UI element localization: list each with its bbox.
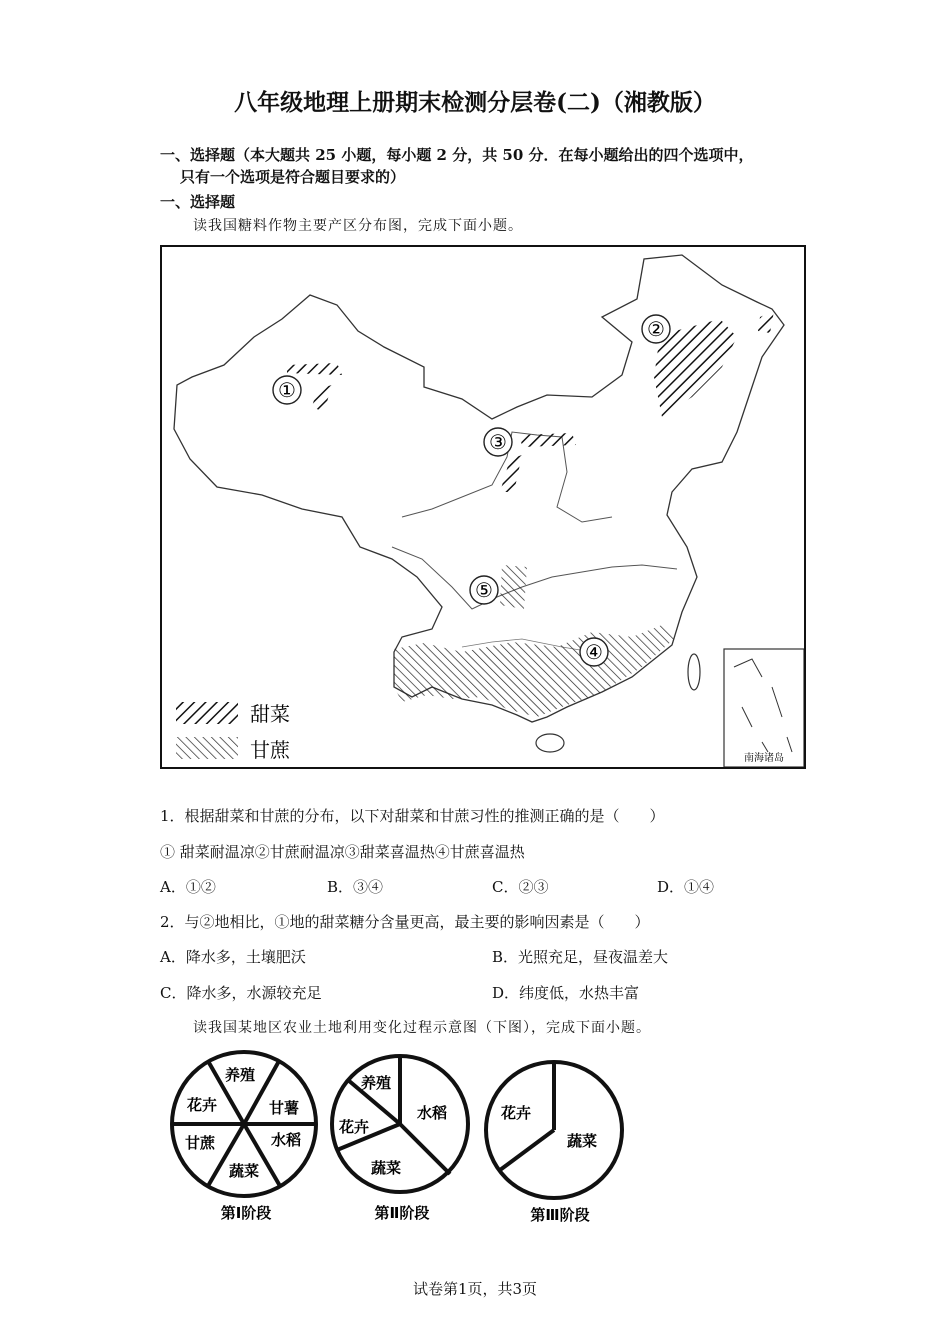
q1-stem: 1．根据甜菜和甘蔗的分布，以下对甜菜和甘蔗习性的推测正确的是（ ）: [160, 807, 665, 825]
sub-heading: 一、选择题: [160, 193, 236, 211]
marker-3: [484, 428, 512, 456]
beet-region-1: [287, 363, 342, 375]
beet-region-1b: [312, 385, 332, 412]
pie-intro: 读我国某地区农业土地利用变化过程示意图（下图），完成下面小题。: [193, 1020, 651, 1036]
pie-stage-3: [486, 1062, 622, 1224]
inset-label: 南海诸岛: [744, 753, 784, 764]
sugar-crop-map: [160, 245, 806, 769]
pie2-label-huahui: 花卉: [338, 1118, 370, 1136]
section-heading-line2: 只有一个选项是符合题目要求的）: [180, 168, 406, 186]
pie2-caption: 第Ⅱ阶段: [374, 1204, 430, 1222]
marker-5: [470, 576, 498, 604]
pie2-label-shuidao: 水稻: [416, 1104, 448, 1122]
pie-stage-1: [172, 1052, 316, 1222]
q1-option-a[interactable]: A．①②: [160, 878, 216, 896]
q2-option-c[interactable]: C．降水多，水源较充足: [160, 984, 322, 1002]
map-intro: 读我国糖料作物主要产区分布图，完成下面小题。: [193, 218, 523, 234]
beet-region-3b: [500, 455, 522, 492]
q1-statement: ① 甜菜耐温凉②甘蔗耐温凉③甜菜喜温热④甘蔗喜温热: [160, 843, 525, 861]
marker-4-label: ④: [585, 640, 603, 664]
section-heading-line1: 一、选择题（本大题共 25 小题，每小题 2 分，共 50 分．在每小题给出的四个选项中，: [160, 146, 754, 164]
q1-option-b[interactable]: B．③④: [327, 878, 384, 896]
taiwan-island: [688, 654, 700, 690]
pie1-label-ganzhe: 甘蔗: [184, 1134, 216, 1152]
marker-2: [642, 315, 670, 343]
page-footer: 试卷第1页，共3页: [412, 1280, 538, 1298]
marker-1-label: ①: [278, 378, 296, 402]
cane-region-4: [394, 625, 674, 717]
yangtze-river: [392, 547, 677, 609]
pie2-label-yangzhi: 养殖: [360, 1074, 392, 1092]
marker-3-label: ③: [489, 430, 507, 454]
pie1-label-shuidao: 水稻: [270, 1131, 302, 1149]
q2-stem: 2．与②地相比，①地的甜菜糖分含量更高，最主要的影响因素是（ ）: [160, 913, 650, 931]
beet-region-3: [520, 433, 576, 447]
pie1-label-yangzhi: 养殖: [224, 1066, 256, 1084]
q2-option-b[interactable]: B．光照充足，昼夜温差大: [492, 948, 669, 966]
marker-4: [580, 638, 608, 666]
legend-cane-label: 甘蔗: [250, 738, 290, 762]
pie1-label-huahui: 花卉: [186, 1096, 218, 1114]
pie3-label-huahui: 花卉: [500, 1104, 532, 1122]
cane-region-5: [500, 565, 527, 609]
pie1-label-shucai: 蔬菜: [228, 1162, 260, 1180]
land-use-pies: [160, 1040, 640, 1230]
china-map-figure: [162, 247, 804, 767]
page-title: 八年级地理上册期末检测分层卷(二)（湘教版）: [234, 89, 716, 116]
legend-cane-swatch: [176, 737, 238, 759]
q2-option-a[interactable]: A．降水多，土壤肥沃: [160, 948, 306, 966]
q1-option-d[interactable]: D．①④: [657, 878, 715, 896]
south-china-sea-inset: [724, 649, 804, 767]
marker-5-label: ⑤: [475, 578, 493, 602]
marker-1: [273, 376, 301, 404]
pie1-label-ganshu: 甘薯: [268, 1099, 300, 1117]
q2-option-d[interactable]: D．纬度低，水热丰富: [492, 984, 640, 1002]
map-legend: [176, 702, 291, 762]
beet-region-2b: [758, 311, 774, 333]
pie3-caption: 第Ⅲ阶段: [530, 1206, 590, 1224]
pie3-label-shucai: 蔬菜: [566, 1132, 598, 1150]
marker-2-label: ②: [647, 317, 665, 341]
q1-option-c[interactable]: C．②③: [492, 878, 549, 896]
pie-stage-2: [332, 1056, 468, 1222]
legend-beet-swatch: [176, 702, 238, 724]
legend-beet-label: 甜菜: [250, 702, 290, 726]
hainan-island: [536, 734, 564, 752]
pie1-caption: 第Ⅰ阶段: [220, 1204, 272, 1222]
pie2-label-shucai: 蔬菜: [370, 1159, 402, 1177]
